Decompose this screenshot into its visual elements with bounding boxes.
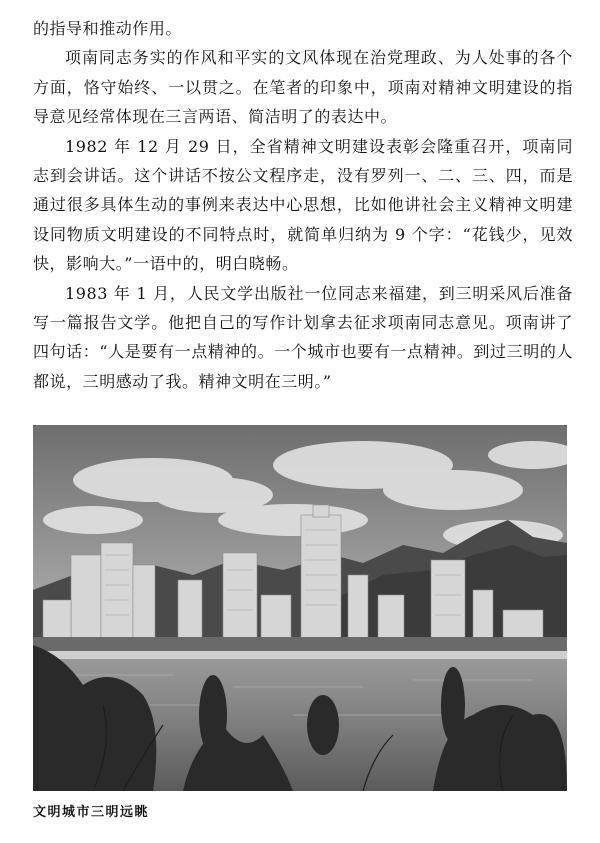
paragraph-1983-visit: 1983 年 1 月，人民文学出版社一位同志来福建，到三明采风后准备写一篇报告文学。他把自己的写作计划拿去征求项南同志意见。项南讲了四句话：“人是要有一点精神的。一个城市也要有一点精神。到过三明的人都说，三明感动了我。精神文明在三明。” xyxy=(33,283,573,391)
paragraph-1982-speech: 1982 年 12 月 29 日，全省精神文明建设表彰会隆重召开，项南同志到会讲话。这个讲话不按公文程序走，没有罗列一、二、三、四，而是通过很多具体生动的事例来表达中心思想，比如他讲社会主义精神文明建设同物质文明建设的不同特点时，就简单归纳为 9 个字：“花钱少，见效快，影响大。”一语中的，明白晓畅。 xyxy=(33,136,573,274)
paragraph-continuation: 的指导和推动作用。 xyxy=(33,19,182,38)
paragraph-style: 项南同志务实的作风和平实的文风体现在治党理政、为人处事的各个方面，恪守始终、一以贯之。在笔者的印象中，项南对精神文明建设的指导意见经常体现在三言两语、简洁明了的表达中。 xyxy=(33,48,573,127)
article-body xyxy=(33,14,573,396)
city-skyline-photo xyxy=(33,425,567,791)
photo-caption: 文明城市三明远眺 xyxy=(33,805,150,820)
